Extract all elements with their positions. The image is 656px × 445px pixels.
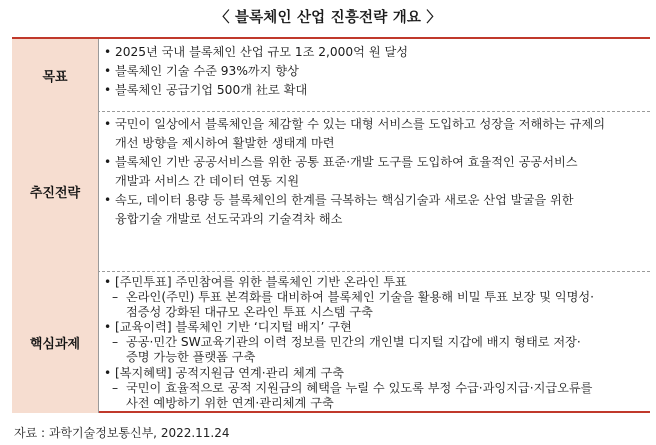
list-item: • [교육이력] 블록체인 기반 ‘디지털 배지’ 구현 — [104, 320, 644, 335]
row-body-tasks — [98, 271, 650, 413]
list-item: • 블록체인 공급기업 500개 社로 확대 — [104, 81, 644, 100]
list-item: • 블록체인 기술 수준 93%까지 향상 — [104, 62, 644, 81]
sub-item: – 국민이 효율적으로 공적 지원금의 혜택을 누릴 수 있도록 부정 수급·과잉지급·지급오류를 — [104, 381, 644, 396]
column-divider — [98, 39, 99, 111]
page-title: 〈 블록체인 산업 진흥전략 개요 〉 — [214, 10, 442, 26]
source-note: 자료 : 과학기술정보통신부, 2022.11.24 — [14, 426, 230, 440]
row-header-tasks: 핵심과제 — [12, 271, 98, 413]
row-body-goal — [98, 39, 650, 111]
table-row-goal — [12, 39, 650, 111]
column-divider — [98, 111, 99, 271]
list-item-continuation: 융합기술 개발로 선도국과의 기술격차 해소 — [115, 212, 343, 226]
list-item: • 속도, 데이터 용량 등 블록체인의 한계를 극복하는 핵심기술과 새로운 산업 발굴을 위한 — [104, 191, 644, 210]
sub-item: – 공공·민간 SW교육기관의 이력 정보를 민간의 개인별 디지털 지갑에 배지 형태로 저장· — [104, 335, 644, 350]
list-item-continuation: 개발과 서비스 간 데이터 연동 지원 — [115, 174, 300, 188]
sub-item-continuation: 증명 가능한 플랫폼 구축 — [126, 350, 256, 365]
list-item: • 블록체인 기반 공공서비스를 위한 공통 표준·개발 도구를 도입하여 효율적인 공공서비스 — [104, 153, 644, 172]
table-row-strategy — [12, 111, 650, 271]
row-header-strategy: 추진전략 — [12, 111, 98, 271]
row-header-goal: 목표 — [12, 39, 98, 111]
overview-table — [12, 37, 650, 413]
sub-item-continuation: 사전 예방하기 위한 연계·관리체계 구축 — [126, 395, 334, 410]
sub-item: – 온라인(주민) 투표 본격화를 대비하여 블록체인 기술을 활용해 비밀 투표 보장 및 익명성· — [104, 290, 644, 305]
list-item: • 2025년 국내 블록체인 산업 규모 1조 2,000억 원 달성 — [104, 43, 644, 62]
table-row-tasks — [12, 271, 650, 413]
list-item: • [복지혜택] 공적지원금 연계·관리 체계 구축 — [104, 366, 644, 381]
column-divider — [98, 271, 99, 413]
sub-item-continuation: 점증성 강화된 대규모 온라인 투표 시스템 구축 — [126, 305, 373, 320]
list-item-continuation: 개선 방향을 제시하여 활발한 생태계 마련 — [115, 136, 335, 150]
row-body-strategy — [98, 111, 650, 271]
list-item: • [주민투표] 주민참여를 위한 블록체인 기반 온라인 투표 — [104, 275, 644, 290]
list-item: • 국민이 일상에서 블록체인을 체감할 수 있는 대형 서비스를 도입하고 성장을 저해하는 규제의 — [104, 115, 644, 134]
